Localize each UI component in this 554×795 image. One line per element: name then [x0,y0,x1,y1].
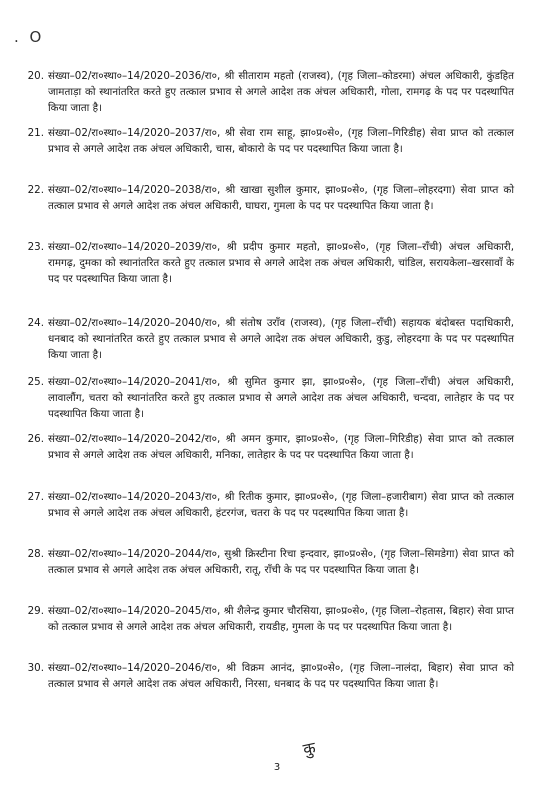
item-number: 28. [27,548,44,560]
order-item [27,431,514,463]
item-number: 20. [27,70,44,82]
item-number: 29. [27,605,44,617]
item-text: संख्या–02/रा०स्था०–14/2020–2038/रा०, श्री खाखा सुशील कुमार, झा०प्र०से०, (गृह जिला–लोहरदगा) सेवा प्राप्त को तत्काल प्रभाव से अगले आदेश तक अंचल अधिकारी, घाघरा, गुमला के पद पर पदस्थापित किया जाता है। [48,184,514,212]
item-text: संख्या–02/रा०स्था०–14/2020–2046/रा०, श्री विक्रम आनंद, झा०प्र०से०, (गृह जिला–नालंदा, बिहार) सेवा प्राप्त को तत्काल प्रभाव से अगले आदेश तक अंचल अधिकारी, निरसा, धनबाद के पद पर पदस्थापित किया जाता है। [48,662,514,690]
item-number: 30. [27,662,44,674]
item-text: संख्या–02/रा०स्था०–14/2020–2041/रा०, श्री सुमित कुमार झा, झा०प्र०से०, (गृह जिला–राँची) अंचल अधिकारी, लावालौंग, चतरा को स्थानांतरित करते हुए तत्काल प्रभाव से अगले आदेश तक अंचल अधिकारी, चन्दवा, लातेहार के पद पर पदस्थापित किया जाता है। [48,376,514,420]
order-item [27,660,514,692]
corner-mark: . O [14,28,45,46]
item-number: 26. [27,433,44,445]
item-number: 22. [27,184,44,196]
item-text: संख्या–02/रा०स्था०–14/2020–2042/रा०, श्री अमन कुमार, झा०प्र०से०, (गृह जिला–गिरिडीह) सेवा प्राप्त को तत्काल प्रभाव से अगले आदेश तक अंचल अधिकारी, मनिका, लातेहार के पद पर पदस्थापित किया जाता है। [48,433,514,461]
order-item [27,489,514,521]
handwritten-initials: कु [301,737,318,760]
order-item [27,68,514,116]
item-number: 27. [27,491,44,503]
order-item [27,546,514,578]
order-item [27,182,514,214]
item-text: संख्या–02/रा०स्था०–14/2020–2045/रा०, श्री शैलेन्द्र कुमार चौरसिया, झा०प्र०से०, (गृह जिला–रोहतास, बिहार) सेवा प्राप्त को तत्काल प्रभाव से अगले आदेश तक अंचल अधिकारी, रायडीह, गुमला के पद पर पदस्थापित किया जाता है। [48,605,514,633]
item-number: 25. [27,376,44,388]
item-text: संख्या–02/रा०स्था०–14/2020–2040/रा०, श्री संतोष उराँव (राजस्व), (गृह जिला–राँची) सहायक बंदोबस्त पदाधिकारी, धनबाद को स्थानांतरित करते हुए तत्काल प्रभाव से अगले आदेश तक अंचल अधिकारी, कुडु, लोहरदगा के पद पर पदस्थापित किया जाता है। [48,317,514,361]
item-text: संख्या–02/रा०स्था०–14/2020–2039/रा०, श्री प्रदीप कुमार महतो, झा०प्र०से०, (गृह जिला–राँची) अंचल अधिकारी, रामगढ़, दुमका को स्थानांतरित करते हुए तत्काल प्रभाव से अगले आदेश तक अंचल अधिकारी, चांडिल, सरायकेला–खरसावाँ के पद पर पदस्थापित किया जाता है। [48,241,514,285]
order-item [27,603,514,635]
item-text: संख्या–02/रा०स्था०–14/2020–2044/रा०, सुश्री क्रिस्टीना रिचा इन्दवार, झा०प्र०से०, (गृह जिला–सिमडेगा) सेवा प्राप्त को तत्काल प्रभाव से अगले आदेश तक अंचल अधिकारी, रातू, राँची के पद पर पदस्थापित किया जाता है। [48,548,514,576]
item-number: 21. [27,127,44,139]
order-item [27,125,514,157]
item-number: 24. [27,317,44,329]
order-item [27,239,514,287]
item-text: संख्या–02/रा०स्था०–14/2020–2043/रा०, श्री रितीक कुमार, झा०प्र०से०, (गृह जिला–हजारीबाग) सेवा प्राप्त को तत्काल प्रभाव से अगले आदेश तक अंचल अधिकारी, हंटरगंज, चतरा के पद पर पदस्थापित किया जाता है। [48,491,514,519]
order-item [27,315,514,363]
item-text: संख्या–02/रा०स्था०–14/2020–2037/रा०, श्री सेवा राम साहू, झा०प्र०से०, (गृह जिला–गिरिडीह) सेवा प्राप्त को तत्काल प्रभाव से अगले आदेश तक अंचल अधिकारी, चास, बोकारो के पद पर पदस्थापित किया जाता है। [48,127,514,155]
item-text: संख्या–02/रा०स्था०–14/2020–2036/रा०, श्री सीताराम महतो (राजस्व), (गृह जिला–कोडरमा) अंचल अधिकारी, कुंडहित जामताड़ा को स्थानांतरित करते हुए तत्काल प्रभाव से अगले आदेश तक अंचल अधिकारी, गोला, रामगढ़ के पद पर पदस्थापित किया जाता है। [48,70,514,114]
item-number: 23. [27,241,44,253]
order-item [27,374,514,422]
page-number: 3 [273,762,281,773]
